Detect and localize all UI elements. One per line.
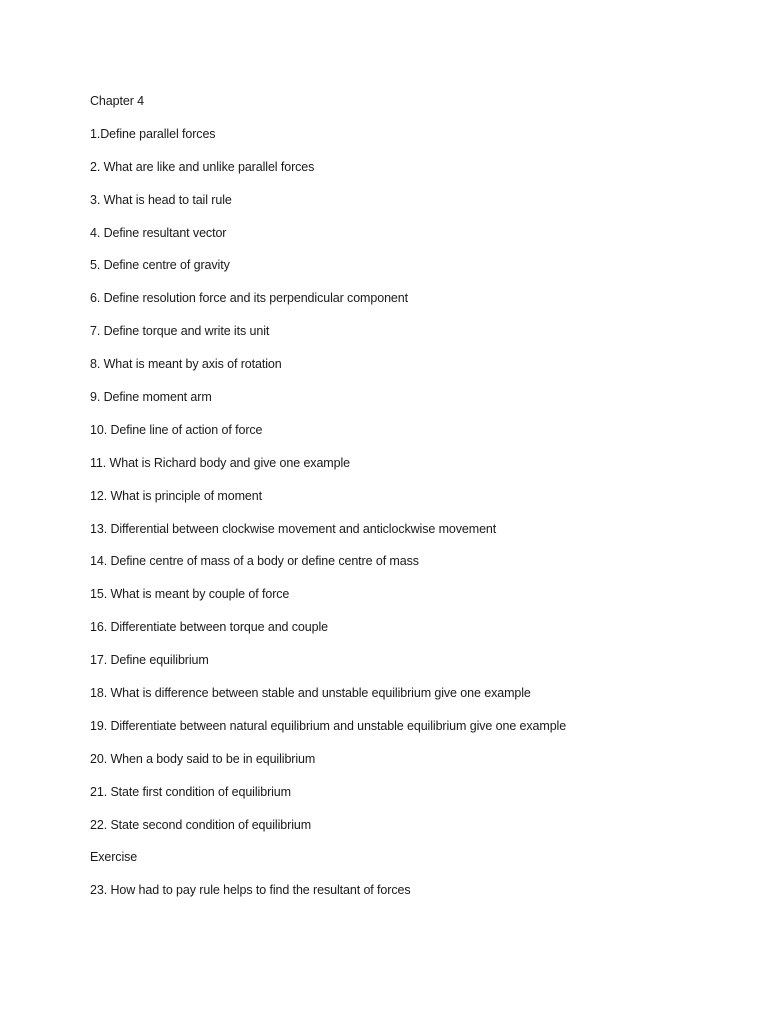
question-4: 4. Define resultant vector xyxy=(90,225,227,240)
question-12: 12. What is principle of moment xyxy=(90,488,262,503)
question-10: 10. Define line of action of force xyxy=(90,422,263,437)
question-9: 9. Define moment arm xyxy=(90,390,212,405)
question-16: 16. Differentiate between torque and couple xyxy=(90,620,329,635)
question-13: 13. Differential between clockwise movement and anticlockwise movement xyxy=(90,521,497,536)
question-5: 5. Define centre of gravity xyxy=(90,258,230,273)
chapter-heading: Chapter 4 xyxy=(90,94,144,108)
question-15: 15. What is meant by couple of force xyxy=(90,587,290,602)
question-21: 21. State first condition of equilibrium xyxy=(90,784,291,799)
question-7: 7. Define torque and write its unit xyxy=(90,324,270,339)
question-22: 22. State second condition of equilibrium xyxy=(90,817,312,832)
question-23: 23. How had to pay rule helps to find the resultant of forces xyxy=(90,883,411,898)
question-20: 20. When a body said to be in equilibrium xyxy=(90,751,316,766)
question-3: 3. What is head to tail rule xyxy=(90,192,232,207)
question-11: 11. What is Richard body and give one example xyxy=(90,455,351,470)
document-body xyxy=(90,93,730,915)
question-18: 18. What is difference between stable and unstable equilibrium give one example xyxy=(90,686,531,701)
question-2: 2. What are like and unlike parallel forces xyxy=(90,159,315,174)
question-6: 6. Define resolution force and its perpendicular component xyxy=(90,291,409,306)
exercise-heading: Exercise xyxy=(90,850,138,865)
question-8: 8. What is meant by axis of rotation xyxy=(90,357,282,372)
question-17: 17. Define equilibrium xyxy=(90,653,209,668)
question-1: 1.Define parallel forces xyxy=(90,126,216,141)
question-14: 14. Define centre of mass of a body or define centre of mass xyxy=(90,554,419,569)
question-19: 19. Differentiate between natural equilibrium and unstable equilibrium give one example xyxy=(90,718,567,733)
